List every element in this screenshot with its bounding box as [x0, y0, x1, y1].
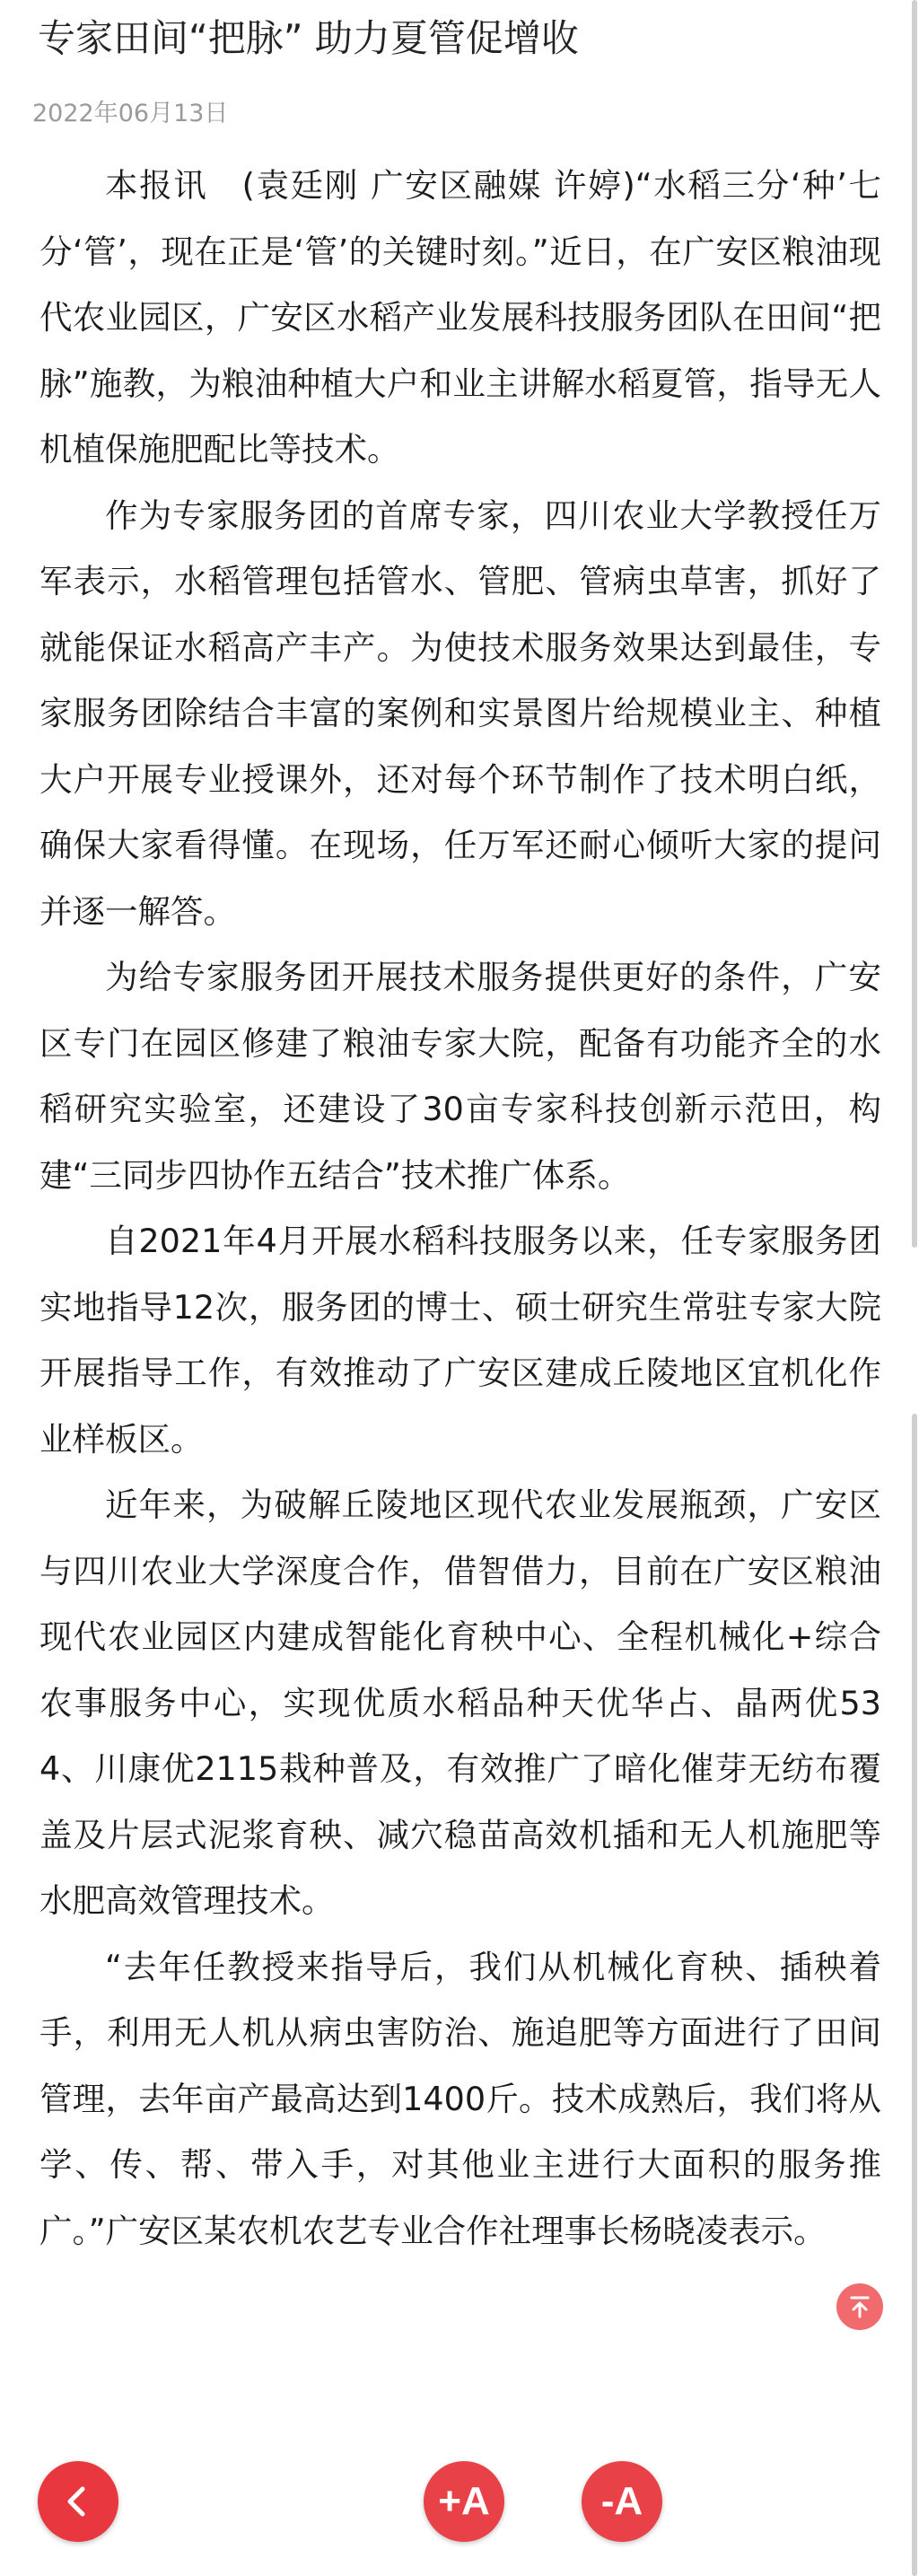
article-date: 2022年06月13日 [32, 100, 229, 127]
arrow-up-to-top-icon [846, 2293, 873, 2320]
chevron-left-icon [58, 2482, 98, 2521]
font-increase-label: +A [438, 2479, 490, 2523]
font-increase-button[interactable] [424, 2461, 504, 2542]
article-paragraph: 自2021年4月开展水稻科技服务以来，任专家服务团实地指导12次，服务团的博士、硕士研究生常驻专家大院开展指导工作，有效推动了广安区建成丘陵地区宜机化作业样板区。 [39, 1222, 881, 1459]
article-title: 专家田间“把脉” 助力夏管促增收 [38, 16, 579, 60]
article-body [39, 153, 881, 2264]
back-button[interactable] [38, 2461, 118, 2542]
article-paragraph: 为给专家服务团开展技术服务提供更好的条件，广安区专门在园区修建了粮油专家大院，配备有功能齐全的水稻研究实验室，还建设了30亩专家科技创新示范田，构建“三同步四协作五结合”技术推广体系。 [39, 958, 881, 1195]
scrollbar-thumb[interactable] [912, 0, 917, 1248]
font-decrease-button[interactable] [582, 2461, 662, 2542]
font-decrease-label: -A [600, 2479, 643, 2523]
back-to-top-button[interactable] [836, 2283, 883, 2330]
article-paragraph: 近年来，为破解丘陵地区现代农业发展瓶颈，广安区与四川农业大学深度合作，借智借力，目前在广安区粮油现代农业园区内建成智能化育秧中心、全程机械化+综合农事服务中心，实现优质水稻品种天优华占、晶两优534、川康优2115栽种普及，有效推广了暗化催芽无纺布覆盖及片层式泥浆育秧、减穴稳苗高效机插和无人机施肥等水肥高效管理技术。 [39, 1485, 881, 1920]
article-paragraph: 作为专家服务团的首席专家，四川农业大学教授任万军表示，水稻管理包括管水、管肥、管病虫草害，抓好了就能保证水稻高产丰产。为使技术服务效果达到最佳，专家服务团除结合丰富的案例和实景图片给规模业主、种植大户开展专业授课外，还对每个环节制作了技术明白纸，确保大家看得懂。在现场，任万军还耐心倾听大家的提问并逐一解答。 [39, 495, 881, 931]
article-paragraph: 本报讯 (袁廷刚 广安区融媒 许婷)“水稻三分‘种’七分‘管’，现在正是‘管’的关键时刻。”近日，在广安区粮油现代农业园区，广安区水稻产业发展科技服务团队在田间“把脉”施教，为粮油种植大户和业主讲解水稻夏管，指导无人机植保施肥配比等技术。 [39, 166, 881, 469]
scrollbar[interactable] [910, 0, 919, 2576]
scrollbar-thumb-secondary[interactable] [912, 1414, 917, 2576]
article-paragraph: “去年任教授来指导后，我们从机械化育秧、插秧着手，利用无人机从病虫害防治、施追肥等方面进行了田间管理，去年亩产最高达到1400斤。技术成熟后，我们将从学、传、帮、带入手，对其他业主进行大面积的服务推广。”广安区某农机农艺专业合作社理事长杨晓凌表示。 [39, 1947, 881, 2250]
